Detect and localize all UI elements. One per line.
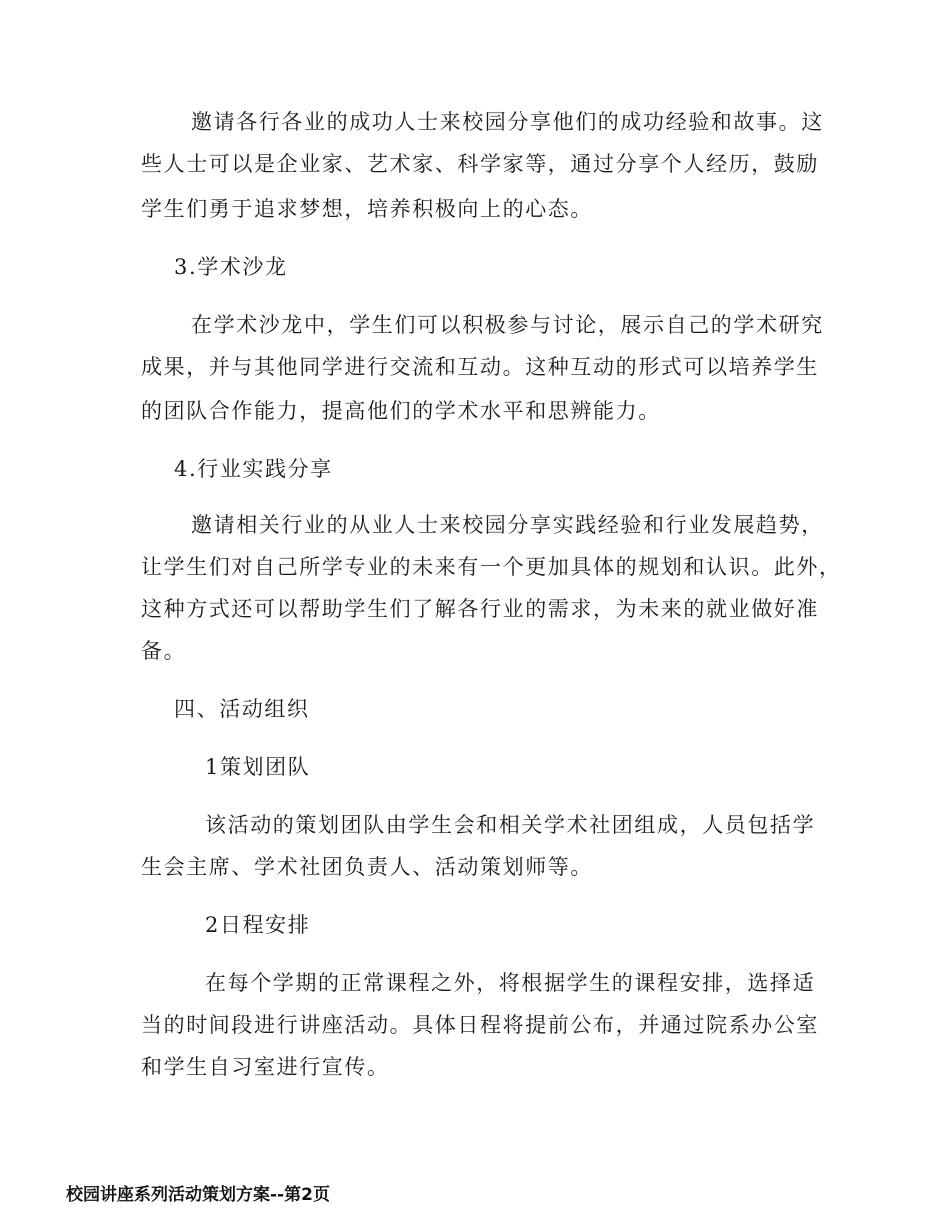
paragraph-4-line-2: 生会主席、学术社团负责人、活动策划师等。 <box>141 855 593 879</box>
subheading-schedule: 2日程安排 <box>205 913 311 937</box>
paragraph-2-line-1: 在学术沙龙中，学生们可以积极参与讨论，展示自己的学术研究 <box>191 313 824 337</box>
paragraph-3-line-1: 邀请相关行业的从业人士来校园分享实践经验和行业发展趋势， <box>191 513 824 537</box>
paragraph-3-line-4: 备。 <box>141 639 187 663</box>
paragraph-1-line-2: 些人士可以是企业家、艺术家、科学家等，通过分享个人经历，鼓励 <box>141 152 819 176</box>
paragraph-5-line-2: 当的时间段进行讲座活动。具体日程将提前公布，并通过院系办公室 <box>141 1013 819 1037</box>
heading-3-academic-salon: 3.学术沙龙 <box>174 255 288 279</box>
paragraph-3-line-2: 让学生们对自己所学专业的未来有一个更加具体的规划和认识。此外， <box>141 555 842 579</box>
section-4-heading: 四、活动组织 <box>174 697 310 721</box>
paragraph-5-line-3: 和学生自习室进行宣传。 <box>141 1055 390 1079</box>
page-footer: 校园讲座系列活动策划方案--第2页 <box>66 1185 330 1205</box>
paragraph-4-line-1: 该活动的策划团队由学生会和相关学术社团组成，人员包括学 <box>205 813 816 837</box>
paragraph-2-line-2: 成果，并与其他同学进行交流和互动。这种互动的形式可以培养学生 <box>141 355 819 379</box>
paragraph-1-line-3: 学生们勇于追求梦想，培养积极向上的心态。 <box>141 197 593 221</box>
subheading-planning-team: 1策划团队 <box>205 755 311 779</box>
paragraph-5-line-1: 在每个学期的正常课程之外，将根据学生的课程安排，选择适 <box>205 971 816 995</box>
paragraph-2-line-3: 的团队合作能力，提高他们的学术水平和思辨能力。 <box>141 399 661 423</box>
paragraph-3-line-3: 这种方式还可以帮助学生们了解各行业的需求，为未来的就业做好准 <box>141 597 819 621</box>
heading-4-industry-practice: 4.行业实践分享 <box>174 457 333 481</box>
paragraph-1-line-1: 邀请各行各业的成功人士来校园分享他们的成功经验和故事。这 <box>191 110 824 134</box>
